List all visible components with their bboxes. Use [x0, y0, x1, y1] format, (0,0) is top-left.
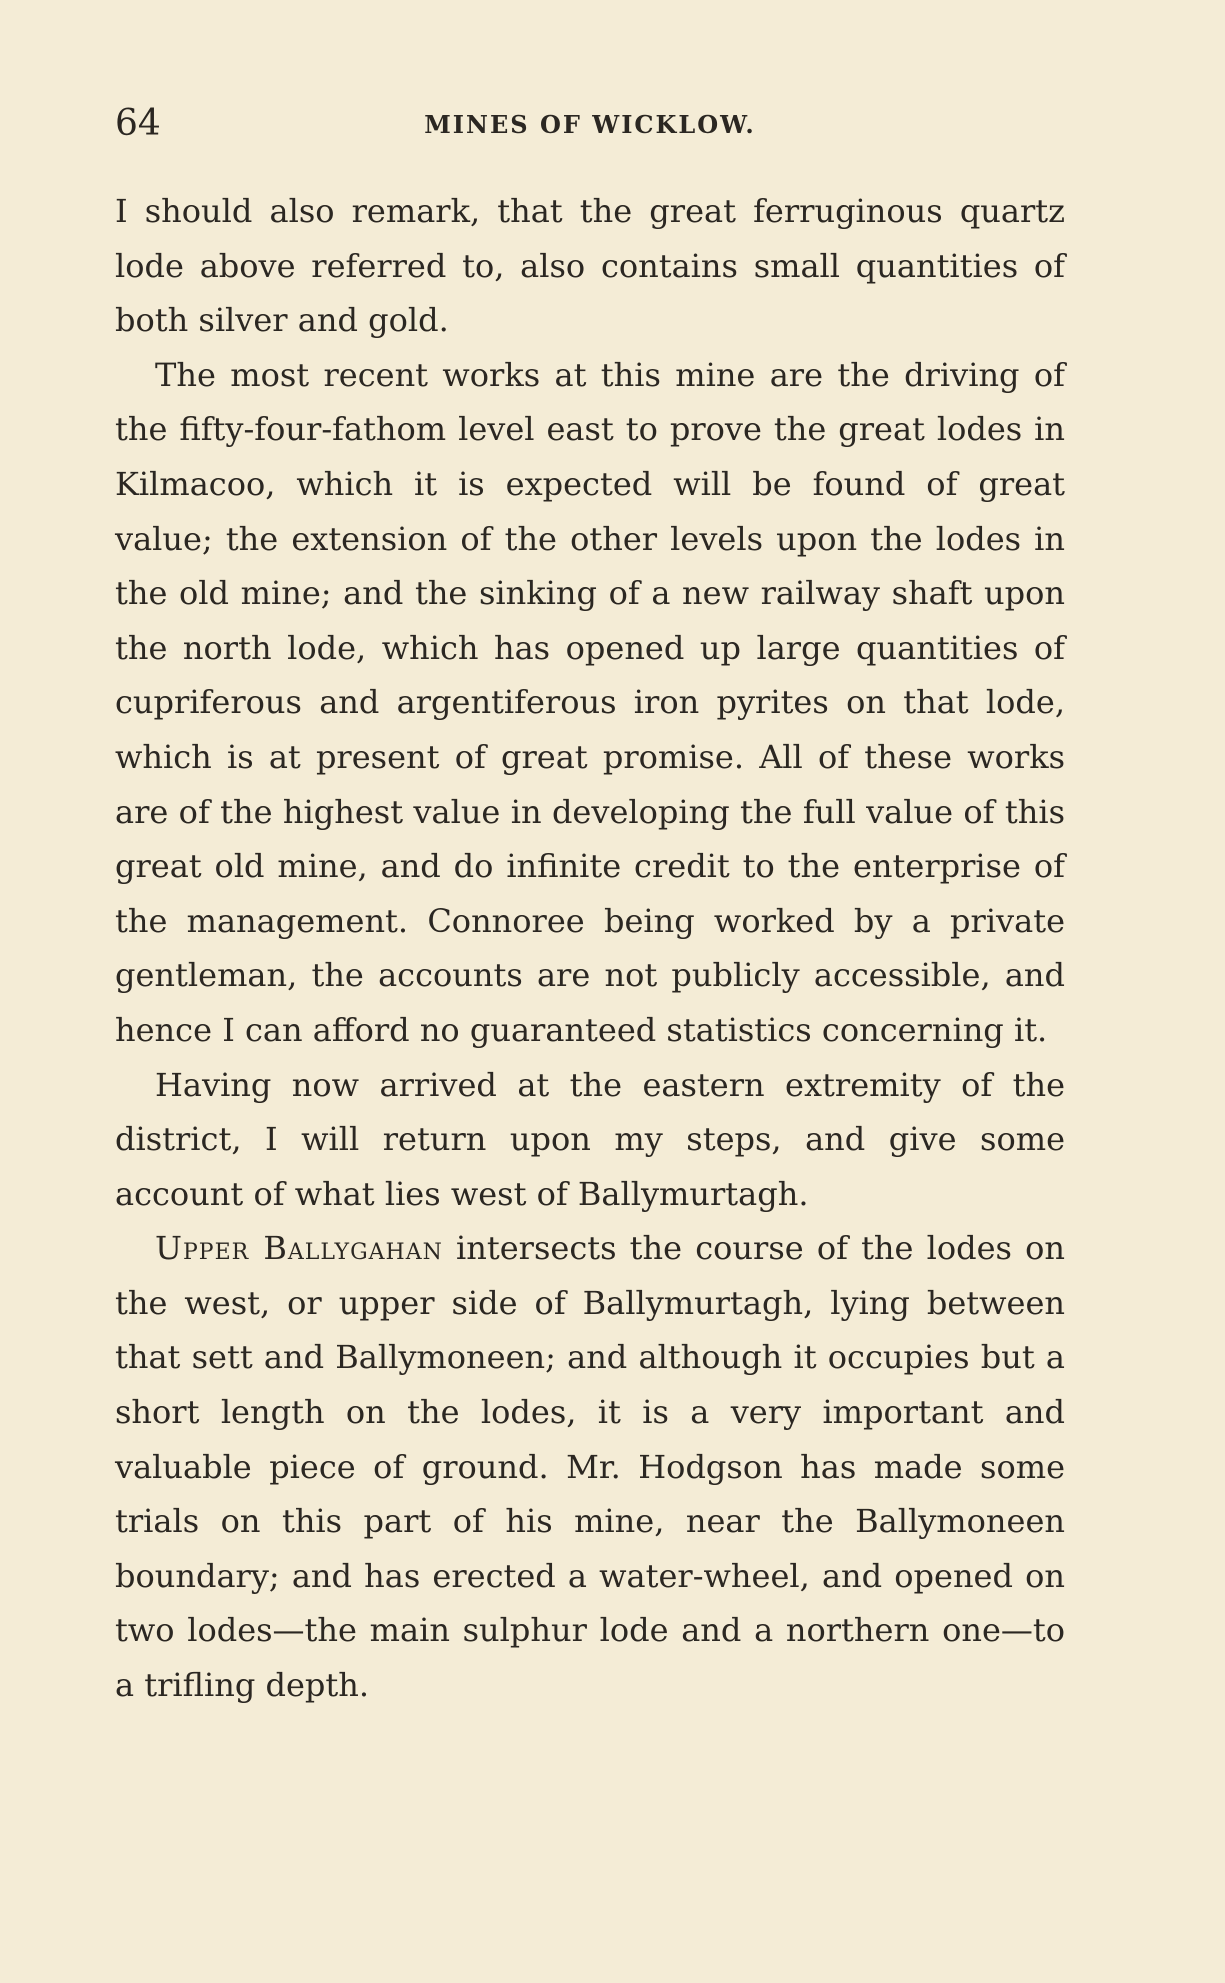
paragraph-text: The most recent works at this mine are the driving of the fifty-four-fathom level east to prove the great lodes in Kilmacoo, which it is expected will be found of great value; the extension of the other levels upon the lodes in the old mine; and the sinking of a new railway shaft upon the north lode, which has opened up large quantities of cupriferous and argentiferous iron pyrites on that lode, which is at present of great promise. All of these works are of the highest value in developing the full value of this great old mine, and do infinite credit to the enterprise of the management. Connoree being worked by a private gentleman, the accounts are not publicly accessible, and hence I can afford no guaranteed statistics concerning it.	[115, 355, 1065, 1049]
paragraph	[115, 1058, 1065, 1222]
paragraph-text: I should also remark, that the great ferruginous quartz lode above referred to, also contains small quantities of both silver and gold.	[115, 192, 1065, 340]
paragraph	[115, 184, 1065, 348]
paragraph-text: intersects the course of the lodes on the west, or upper side of Ballymurtagh, lying between that sett and Ballymoneen; and although it occupies but a short length on the lodes, it is a very important and valuable piece of ground. Mr. Hodgson has made some trials on this part of his mine, near the Ballymoneen boundary; and has erected a water-wheel, and opened on two lodes—the main sulphur lode and a northern one—to a trifling depth.	[115, 1229, 1065, 1705]
body-text	[115, 184, 1065, 1713]
section-lead: Upper Ballygahan	[155, 1229, 443, 1268]
page-number: 64	[115, 103, 161, 144]
running-title: MINES OF WICKLOW.	[424, 110, 756, 139]
page-header	[115, 104, 1065, 144]
paragraph	[115, 1221, 1065, 1712]
paragraph	[115, 348, 1065, 1058]
paragraph-text: Having now arrived at the eastern extremity of the district, I will return upon my steps, and give some account of what lies west of Ballymurtagh.	[115, 1065, 1065, 1213]
